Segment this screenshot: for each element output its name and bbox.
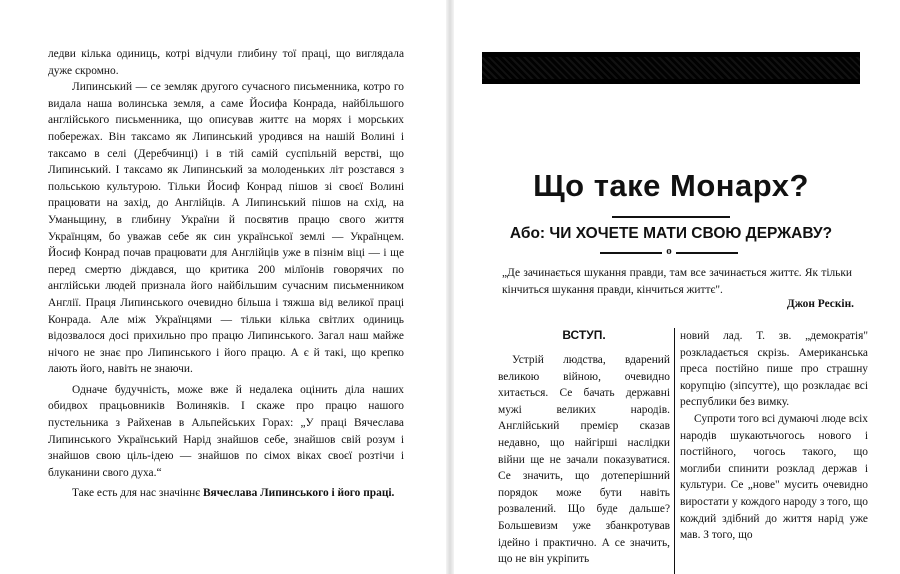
rule-mark: o bbox=[662, 244, 676, 258]
title-rule bbox=[612, 216, 730, 218]
left-paragraph-3: Одначе будучність, може вже й недалека оцінить діла наших обидвох працьовників Волиняків. І скажe про працю нашого пустельника з Райхенав в Альпейських Горах: „У праці Вячеслава Липинського Український Нарід знайшов себе, знайшов свій розум і знайшов свою ціль-ідею — знайшов по сімох віках своєї розтічи і блуканини свого духа.“ bbox=[48, 383, 404, 479]
column-right-paragraph-2: Супроти того всі думаючі люде всіх народів шукаютьчогось нового і постійного, чогось такого, що моглиби спинити розклад держав і культури. Се „нове" мусить очевидно виростати у кождого народу з того, що кождий здібний до життя нарід уже мав. З того, що bbox=[680, 412, 868, 542]
left-paragraph-1: ледви кілька одиниць, котрі відчули глибину тої праці, що виглядала дуже скромно. bbox=[48, 48, 404, 77]
column-left-text: Устрій людства, вдарений великою війною, очевидно хитається. Се бачать державні мужі великих народів. Англійський премієр сказав недавно, що найгірші наслідки війни ще не зачали показуватися. Се значить, що дотеперішний порядок може бути навіть розвалений. Що буде дальше? Большевизм уже збанкротував ідейно і практично. А се значить, що не він укріпить bbox=[498, 354, 670, 566]
page-title: Що таке Монарх? bbox=[533, 168, 809, 203]
column-left bbox=[498, 328, 670, 568]
left-closing-line bbox=[48, 485, 404, 502]
ornament-border bbox=[482, 52, 860, 84]
epigraph: „Де зачинається шукання правди, там все зачинається життє. Як тільки кінчиться шукання правди, кінчиться життє". bbox=[502, 267, 852, 296]
column-right bbox=[680, 328, 868, 544]
section-heading: ВСТУП. bbox=[562, 328, 606, 342]
page-subtitle: Або: ЧИ ХОЧЕТЕ МАТИ СВОЮ ДЕРЖАВУ? bbox=[509, 225, 833, 242]
epigraph-author: Джон Рескін. bbox=[786, 298, 854, 310]
closing-bold: Вячеслава Липинського і його праці. bbox=[202, 487, 395, 500]
closing-prefix: Таке есть для нас значіннє bbox=[72, 487, 201, 500]
left-page-text bbox=[48, 46, 404, 502]
column-right-paragraph-1: новий лад. Т. зв. „демократія" розкладається скрізь. Американська преса постійно пише про страшну корупцію (зіпсутте), що розкладає всі республики без вимку. bbox=[680, 330, 868, 409]
left-paragraph-2: Липинський — се земляк другого сучасного письменника, котро го видала наша волинська земля, а саме Йосифа Конрада, найбільшого англійського письменника, що описував життє на морях і морських побережах. Він таксамо як Липинський уродився на нашій Волині і таксамо в селі (Деребчинці) і в тій самій суспільній верстві, що Липинський. І таксамо як Липинський за молоденьких літ розстався з польською культурою. Тільки Йосиф Конрад пішов зі своєї Волині працювати на захід, до Англійців. А Липинський пішов на схід, на Уманьщину, в глибину України й посвятив працю свого життя Українцям, бо уважав себе як син української землі — Українцем. Йосиф Конрад почав працювати для Англійців уже в пізнім віці — і ще перед смертю діждався, що критика 200 мілїонів говорячих по англійськи людей признала його найбільшим сучасним письменником Англії. Праця Липинського очевидно більша і тяжша від великої праці Конрада. Але між Українцями — тільки кілька світлих одиниць відозвалося досі прихильно про працю Липинського. Загал наш майже нічого не знає про Липинського і його працю. А є й такі, що крепко лають його, навіть не знаючи. bbox=[48, 81, 404, 376]
column-divider bbox=[674, 328, 675, 574]
text-columns bbox=[498, 328, 868, 574]
right-page bbox=[450, 0, 900, 574]
